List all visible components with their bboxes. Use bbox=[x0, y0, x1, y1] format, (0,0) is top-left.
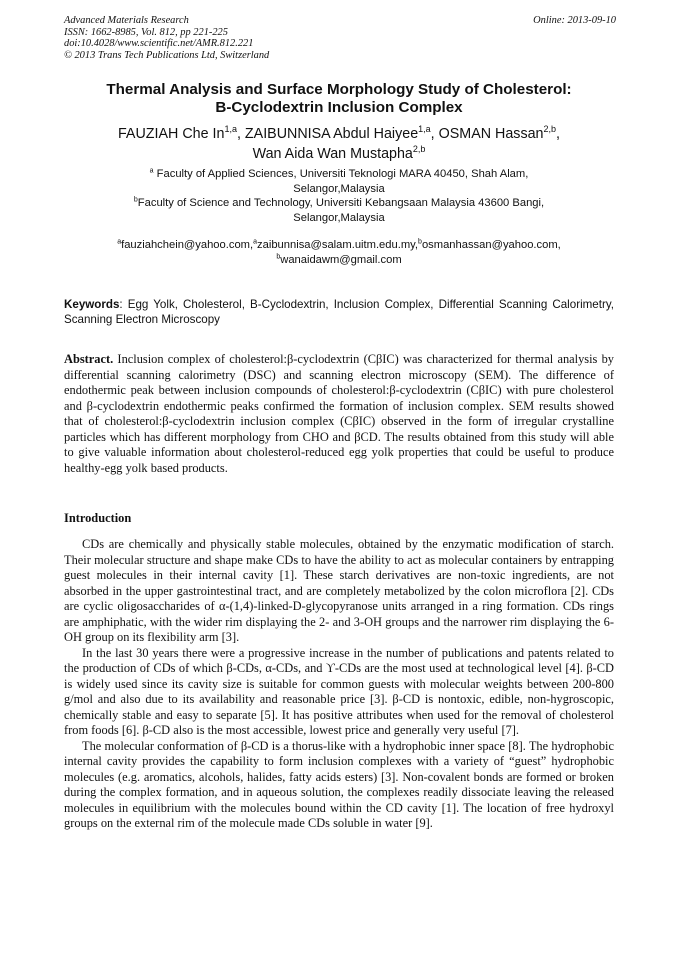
affiliation-b bbox=[30, 196, 648, 226]
journal-issn: ISSN: 1662-8985, Vol. 812, pp 221-225 bbox=[64, 26, 228, 38]
abstract-section bbox=[64, 352, 614, 476]
intro-paragraph: In the last 30 years there were a progressive increase in the number of publications and patents related to the production of CDs of which β-CDs, α-CDs, and ϒ-CDs are the most used at technological level [4]. β-CD is widely used since its cavity size is suitable for common guests with molecular weights between 200-800 g/mol and also due to its availability and reasonable price [3]. β-CD is nontoxic, edible, non-hygroscopic, chemically stable and easy to separate [5]. It has positive attributes when used for the removal of cholesterol from foods [6]. β-CD also is the most accessible, lowest price and generally very useful [7]. bbox=[64, 645, 614, 737]
author-affil-sup: 2,b bbox=[543, 124, 557, 135]
email-line-1: $^a$fauziahchein@yahoo.com,$^a$zaibunnisa@salam.uitm.edu.my,$^b$osmanhassan@yahoo.com, bbox=[117, 238, 561, 251]
section-heading-introduction: Introduction bbox=[64, 511, 132, 525]
title-line-1: Thermal Analysis and Surface Morphology Study of Cholesterol: bbox=[106, 81, 572, 98]
intro-paragraph: The molecular conformation of β-CD is a thorus-like with a hydrophobic inner space [8]. The hydrophobic internal cavity provides the capability to form inclusion complexes with a variety of “guest” hydrophobic molecules (e.g. aromatics, alcohols, halides, fatty acids esters) [3]. Non-covalent bonds are formed or broken during the complex formation, and in aqueous solution, the complexes readily dissociate leaving the released molecules in equilibrium with the molecules bound within the CD cavity [1]. The location of free hydroxyl groups on the external rim of the molecule made CDs soluble in water [9]. bbox=[64, 738, 614, 830]
journal-doi: doi:10.4028/www.scientific.net/AMR.812.221 bbox=[64, 38, 254, 50]
author-line-2 bbox=[30, 144, 648, 164]
email-link[interactable]: zaibunnisa@salam.uitm.edu.my, bbox=[257, 239, 419, 251]
author-list bbox=[30, 124, 648, 164]
journal-header bbox=[64, 15, 616, 61]
author-name: Wan Aida Wan Mustapha bbox=[252, 146, 413, 162]
journal-name: Advanced Materials Research bbox=[64, 15, 189, 26]
online-date: Online: 2013-09-10 bbox=[533, 15, 616, 26]
affiliation-sup: a bbox=[149, 167, 154, 175]
author-line-1 bbox=[30, 124, 648, 144]
abstract-label: Abstract. bbox=[64, 352, 114, 366]
title-line-2: B-Cyclodextrin Inclusion Complex bbox=[215, 99, 463, 116]
author-name: OSMAN Hassan bbox=[438, 126, 544, 142]
affiliation-a-line-2: Selangor,Malaysia bbox=[293, 183, 385, 195]
author-separator: , bbox=[430, 126, 439, 142]
email-link[interactable]: fauziahchein@yahoo.com, bbox=[121, 239, 254, 251]
author-separator: , bbox=[236, 126, 245, 142]
author-affil-sup: 1,a bbox=[418, 124, 431, 135]
author-separator: , bbox=[556, 126, 560, 142]
keywords-section bbox=[64, 297, 614, 327]
intro-paragraph: CDs are chemically and physically stable molecules, obtained by the enzymatic modification of starch. Their molecular structure and shape make CDs to have the ability to act as molecular containers by entrapping guest molecules in their internal cavity [1]. These starch derivatives are non-toxic ingredients, are not absorbed in the upper gastrointestinal tract, and are completely metabolized by the colon microflora [2]. CDs are cyclic oligosaccharides of α-(1,4)-linked-D-glycopyranose units arranged in a ring formation. CDs rings are amphiphatic, with the wider rim displaying the 2- and 3-OH groups and the narrower rim displaying the 6-OH group on its flexibility arm [3]. bbox=[64, 537, 614, 644]
email-link[interactable]: wanaidawm@gmail.com bbox=[280, 254, 402, 266]
email-link[interactable]: osmanhassan@yahoo.com, bbox=[421, 239, 561, 251]
paper-title bbox=[30, 81, 648, 117]
affiliation-b-line-1: $^b$Faculty of Science and Technology, Universiti Kebangsaan Malaysia 43600 Bangi, bbox=[133, 196, 545, 209]
author-name: ZAIBUNNISA Abdul Haiyee bbox=[244, 126, 419, 142]
author-affil-sup: 2,b bbox=[412, 144, 426, 155]
abstract-text: Inclusion complex of cholesterol:β-cyclodextrin (CβIC) was characterized for thermal analysis by differential scanning calorimetry (DSC) and scanning electron microscopy (SEM). The difference of endothermic peak between inclusion compounds of cholesterol:β-cyclodextrin (CβIC) with pure cholesterol and β-cyclodextrin endothermic peaks confirmed the formation of inclusion complex. SEM results showed that of cholesterol:β-cyclodextrin inclusion complex (CβIC) observed in the form of irregular crystalline particles which has different morphology from CHO and βCD. The results obtained from this study will able to give valuable information about cholesterol-reduced egg yolk properties that could be useful to produce healthy-egg yolk based products. bbox=[64, 352, 614, 475]
author-emails bbox=[30, 238, 648, 268]
email-line-2: $^b$wanaidawm@gmail.com bbox=[276, 253, 402, 266]
journal-copyright: © 2013 Trans Tech Publications Ltd, Switzerland bbox=[64, 49, 270, 61]
keywords-label: Keywords bbox=[64, 298, 120, 311]
affiliation-a bbox=[30, 167, 648, 197]
author-affil-sup: 1,a bbox=[224, 124, 237, 135]
author-name: FAUZIAH Che In bbox=[117, 126, 225, 142]
keywords-text: : Egg Yolk, Cholesterol, B-Cyclodextrin, Inclusion Complex, Differential Scanning Calorimetry, Scanning Electron Microscopy bbox=[64, 298, 614, 326]
introduction-body bbox=[64, 537, 614, 832]
affiliation-sup: b bbox=[133, 196, 138, 204]
affiliation-a-line-1: $^a$ Faculty of Applied Sciences, Universiti Teknologi MARA 40450, Shah Alam, bbox=[149, 167, 529, 180]
affiliation-b-line-2: Selangor,Malaysia bbox=[293, 212, 385, 224]
